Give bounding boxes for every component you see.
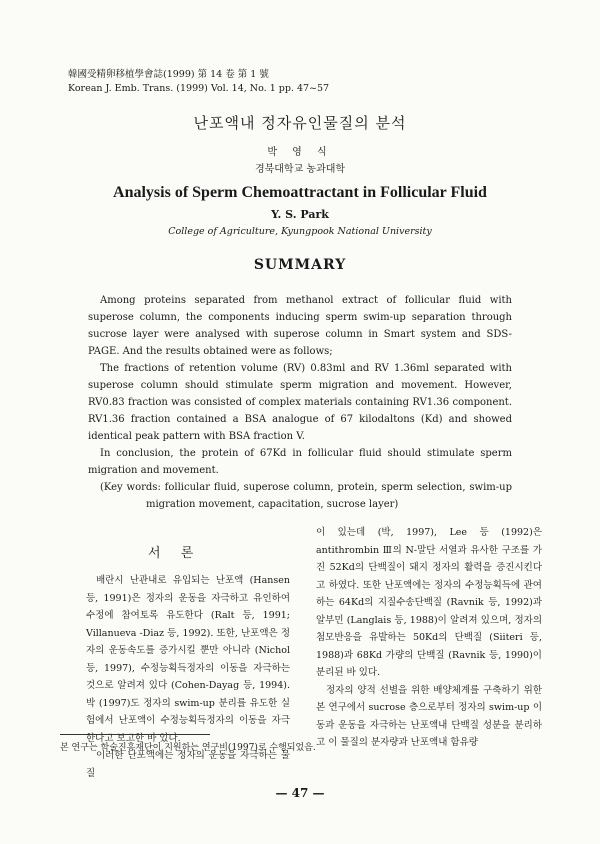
- summary-paragraph-2: The fractions of retention volume (RV) 0.83ml and RV 1.36ml separated with superose column should stimulate sperm migration and movement. However, RV0.83 fraction was consisted of complex materials containing RV1.36 component. RV1.36 fraction contained a BSA analogue of 67 kilodaltons (Kd) and showed identical peak pattern with BSA fraction V.: [88, 363, 512, 442]
- summary-body: [88, 292, 512, 513]
- footnote-rule: [60, 734, 210, 735]
- right-column: [316, 524, 542, 752]
- title-english: Analysis of Sperm Chemoattractant in Follicular Fluid: [113, 184, 487, 201]
- right-paragraph-1: 이 있는데 (박, 1997), Lee 등 (1992)은 antithrombin Ⅲ의 N-말단 서열과 유사한 구조를 가진 52Kd의 단백질이 돼지 정자의 활력을 증진시킨다고 하였다. 또한 난포액에는 정자의 수정능획득에 관여하는 64Kd의 지질수송단백질 (Ravnik 등, 1992)과 알부민 (Langlais 등, 1988)이 알려져 있으며, 정자의 첨모반응을 유발하는 50Kd의 단백질 (Siiteri 등, 1988)과 68Kd 가량의 단백질 (Ravnik 등, 1990)이 분리된 바 있다.: [316, 527, 542, 678]
- left-paragraph-2: 이러한 난포액에는 정자의 운동을 자극하는 물질: [86, 750, 290, 779]
- page-number: — 47 —: [275, 786, 325, 800]
- summary-heading: SUMMARY: [253, 257, 347, 273]
- section-heading-introduction: 서 론: [148, 546, 202, 561]
- summary-paragraph-3: In conclusion, the protein of 67Kd in follicular fluid should stimulate sperm migration and movement.: [88, 448, 512, 476]
- author-korean: 박 영 식: [267, 147, 333, 158]
- title-korean: 난포액내 정자유인물질의 분석: [193, 114, 407, 132]
- affiliation-english: College of Agriculture, Kyungpook National University: [168, 226, 432, 237]
- author-english: Y. S. Park: [271, 208, 329, 221]
- footnote: 본 연구는 학술진흥재단이 지원하는 연구비(1997)로 수행되었음.: [60, 743, 316, 753]
- summary-paragraph-1: Among proteins separated from methanol extract of follicular fluid with superose column, the components inducing sperm swim-up separation through sucrose layer were analysed with superose column in Smart system and SDS-PAGE. And the results obtained were as follows;: [88, 295, 512, 357]
- left-paragraph-1: 배란시 난관내로 유입되는 난포액 (Hansen 등, 1991)은 정자의 운동을 자극하고 유인하여 수정에 참여토록 유도한다 (Ralt 등, 1991; Villanueva -Diaz 등, 1992). 또한, 난포액은 정자의 운동속도를 증가시킬 뿐만 아니라 (Nichol 등, 1997), 수정능획득정자의 이동을 자극하는 것으로 알려져 있다 (Cohen-Dayag 등, 1994). 박 (1997)도 정자의 swim-up 분리를 유도한 실험에서 난포액이 수정능획득정자의 이동을 자극한다고 보고한 바 있다.: [86, 575, 290, 744]
- journal-header-ko: 韓國受精卵移植學會誌(1999) 第 14 卷 第 1 號: [68, 69, 269, 80]
- keywords: (Key words: follicular fluid, superose column, protein, sperm selection, swim-up migration movement, capacitation, sucrose layer): [100, 482, 512, 510]
- affiliation-korean: 경북대학교 농과대학: [254, 164, 346, 175]
- journal-header-en: Korean J. Emb. Trans. (1999) Vol. 14, No. 1 pp. 47~57: [68, 83, 330, 94]
- right-paragraph-2: 정자의 양적 선별을 위한 배양체계를 구축하기 위한 본 연구에서 sucrose 층으로부터 정자의 swim-up 이동과 운동을 자극하는 난포액내 단백질 성분을 분리하고 이 물질의 분자량과 난포액내 함유량: [316, 684, 542, 748]
